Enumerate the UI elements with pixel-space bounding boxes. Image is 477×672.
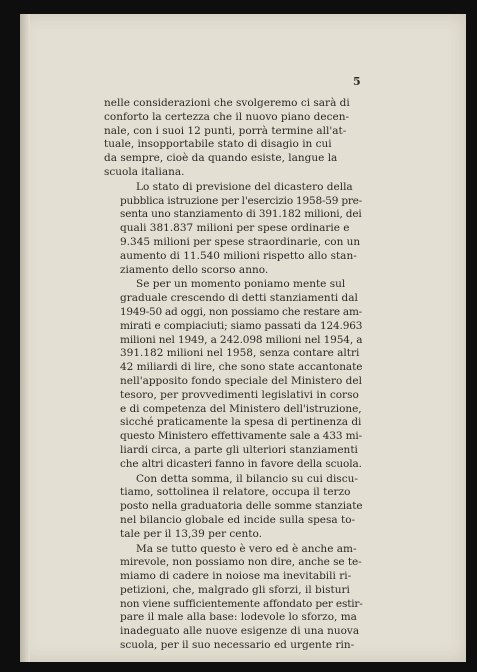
text-line: questo Ministero effettivamente sale a 433 mi- (120, 430, 362, 443)
text-line: Ma se tutto questo è vero ed è anche am- (136, 542, 357, 555)
paragraph (104, 543, 362, 653)
book-page (20, 14, 466, 662)
text-line: Lo stato di previsione del dicastero della (136, 180, 353, 193)
text-line: Se per un momento poniamo mente sul (136, 278, 346, 291)
text-line: 42 miliardi di lire, che sono state accantonate (120, 361, 363, 374)
text-line: tiamo, sottolinea il relatore, occupa il terzo (120, 486, 351, 499)
text-line: tuale, insopportabile stato di disagio in cui (104, 138, 332, 151)
text-line: inadeguato alle nuove esigenze di una nuova (120, 625, 360, 638)
text-line: mirati e compiaciuti; siamo passati da 124.963 (120, 319, 363, 332)
text-line: da sempre, cioè da quando esiste, langue la (104, 152, 338, 165)
text-line: aumento di 11.540 milioni rispetto allo stan- (120, 249, 357, 262)
text-line: nale, con i suoi 12 punti, porrà termine all'at- (104, 124, 347, 137)
text-line: milioni nel 1949, a 242.098 milioni nel 1954, a (120, 333, 363, 346)
text-line: quali 381.837 milioni per spese ordinarie e (120, 222, 350, 235)
text-line: che altri dicasteri fanno in favore della scuola. (120, 457, 362, 470)
text-line: nell'apposito fondo speciale del Ministero del (120, 374, 362, 387)
text-line: tesoro, per provvedimenti legislativi in corso (120, 388, 359, 401)
text-line: sicché praticamente la spesa di pertinenza di (120, 416, 362, 429)
text-line: nelle considerazioni che svolgeremo ci sarà di (104, 97, 350, 109)
text-line: posto nella graduatoria delle somme stanziate (120, 500, 363, 513)
text-line: petizioni, che, malgrado gli sforzi, il bisturi (120, 583, 350, 596)
text-line: scuola italiana. (104, 165, 185, 178)
text-line: conforto la certezza che il nuovo piano decen- (104, 110, 350, 123)
text-line: graduale crescendo di detti stanziamenti dal (120, 292, 358, 305)
text-line: nel bilancio globale ed incide sulla spesa to- (120, 513, 356, 526)
text-line: Con detta somma, il bilancio su cui discu- (136, 472, 358, 485)
paragraph (104, 97, 362, 180)
page-gutter-shadow (20, 14, 30, 662)
page-number: 5 (353, 75, 361, 88)
text-line: pubblica istruzione per l'esercizio 1958-59 pre- (120, 194, 363, 207)
paragraph (104, 473, 362, 542)
text-line: senta uno stanziamento di 391.182 milioni, dei (120, 208, 362, 221)
text-line: e di competenza del Ministero dell'istruzione, (120, 402, 362, 415)
text-line: liardi circa, a parte gli ulteriori stanziamenti (120, 443, 358, 456)
paragraph (104, 278, 362, 471)
text-line: non viene sufficientemente affondato per estir- (120, 597, 363, 610)
text-line: miamo di cadere in noiose ma inevitabili ri- (120, 570, 352, 583)
text-line: scuola, per il suo necessario ed urgente rin- (120, 639, 355, 652)
text-line: 1949-50 ad oggi, non possiamo che restare am- (120, 305, 362, 318)
body-text (104, 97, 362, 654)
text-line: 391.182 milioni nel 1958, senza contare altri (120, 347, 360, 360)
paragraph (104, 181, 362, 278)
text-line: mirevole, non possiamo non dire, anche se te- (120, 556, 362, 569)
text-line: pare il male alla base: lodevole lo sforzo, ma (120, 611, 357, 624)
text-line: ziamento dello scorso anno. (120, 263, 269, 276)
text-line: 9.345 milioni per spese straordinarie, con un (120, 235, 361, 248)
text-line: tale per il 13,39 per cento. (120, 527, 262, 540)
